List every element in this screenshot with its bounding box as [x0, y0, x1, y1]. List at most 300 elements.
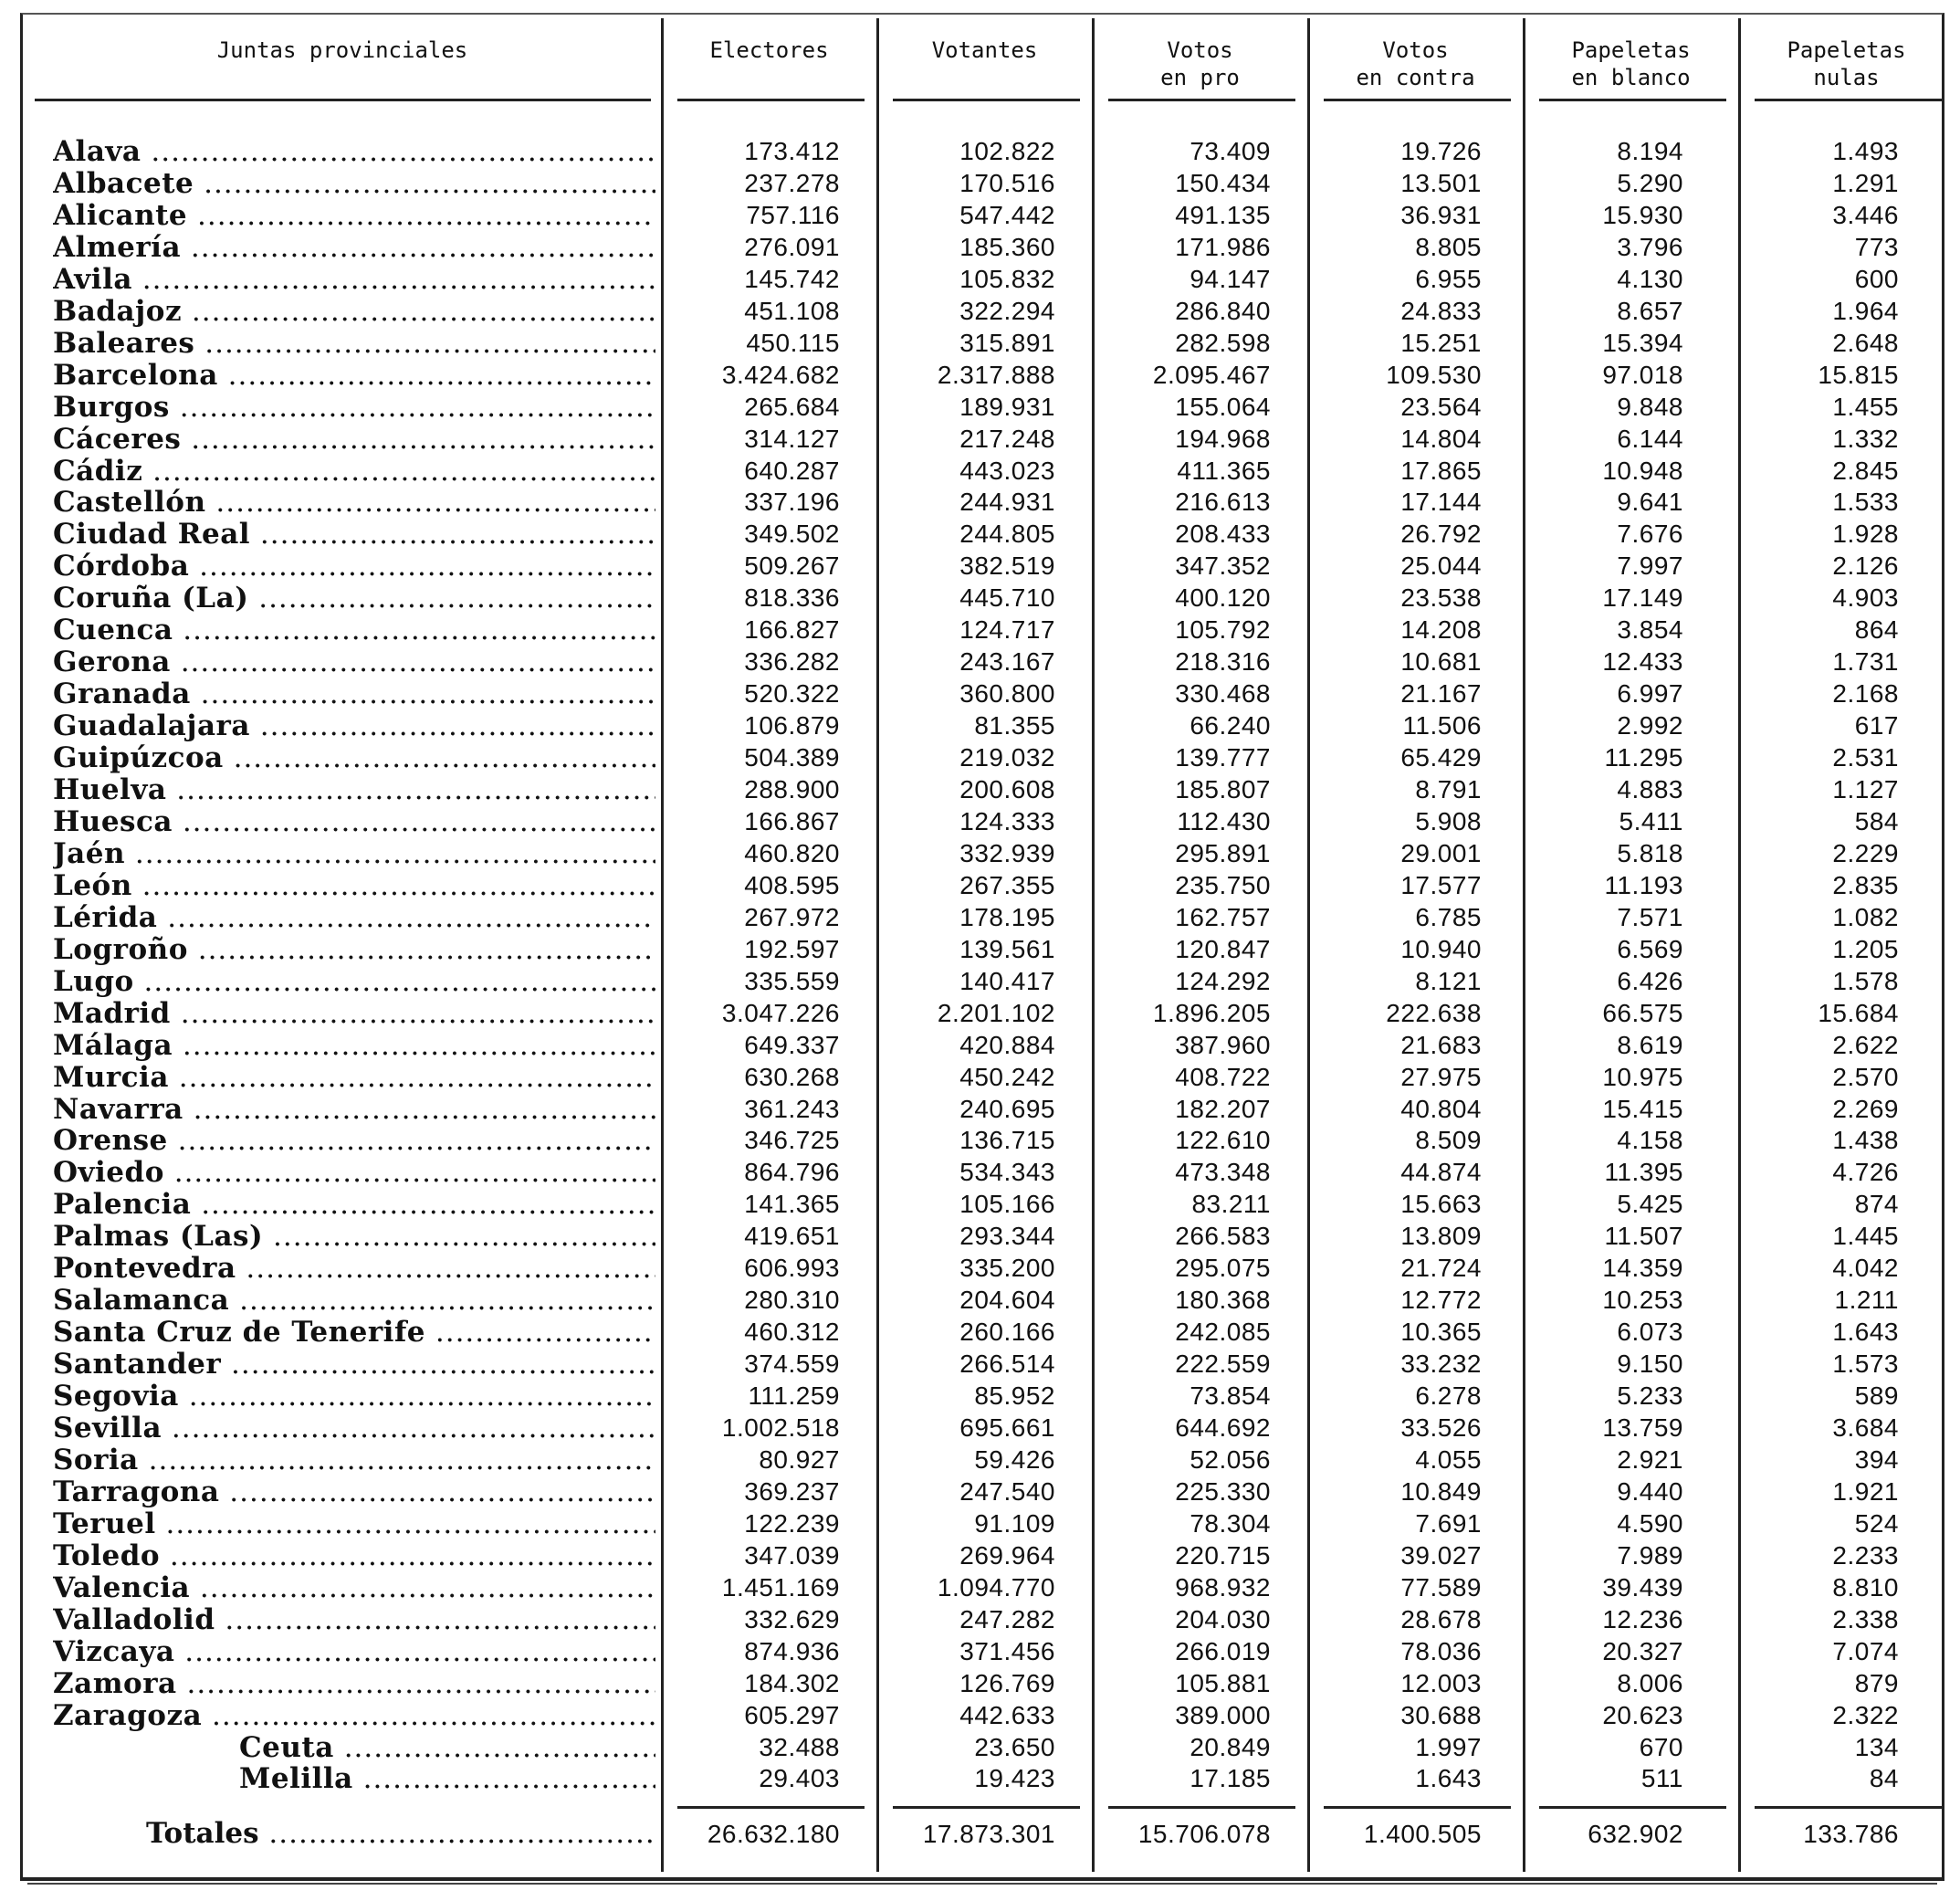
cell-electores: 408.595 [744, 870, 840, 899]
cell-votos-en-pro: 122.610 [1175, 1126, 1271, 1155]
cell-papeletas-en-blanco: 17.149 [1602, 583, 1683, 613]
row-province-name: Navarra ..... [53, 1093, 655, 1126]
cell-votos-en-pro: 216.613 [1175, 488, 1271, 517]
cell-votos-en-contra: 10.365 [1400, 1318, 1482, 1347]
cell-votos-en-contra: 33.232 [1400, 1350, 1482, 1379]
cell-papeletas-en-blanco: 11.193 [1604, 870, 1683, 899]
cell-votos-en-pro: 204.030 [1175, 1604, 1271, 1633]
cell-votantes: 1.094.770 [937, 1572, 1055, 1602]
cell-votos-en-contra: 44.874 [1400, 1158, 1482, 1187]
cell-votantes: 178.195 [959, 902, 1055, 931]
cell-votos-en-pro: 347.352 [1175, 551, 1271, 581]
cell-electores: 509.267 [744, 551, 840, 581]
cell-papeletas-nulas: 3.446 [1832, 200, 1899, 229]
cell-electores: 3.424.682 [721, 360, 840, 389]
cell-papeletas-en-blanco: 39.439 [1602, 1572, 1683, 1602]
cell-votos-en-pro: 73.854 [1190, 1381, 1271, 1411]
cell-electores: 450.115 [746, 328, 840, 357]
cell-electores: 346.725 [744, 1126, 840, 1155]
cell-votos-en-contra: 65.429 [1400, 743, 1482, 772]
row-province-name: Alava ..... [53, 135, 655, 168]
cell-votos-en-pro: 225.330 [1175, 1476, 1271, 1506]
cell-papeletas-nulas: 134 [1854, 1732, 1899, 1761]
cell-votantes: 335.200 [959, 1254, 1055, 1283]
cell-votantes: 126.769 [959, 1668, 1055, 1697]
cell-electores: 192.597 [744, 934, 840, 963]
cell-votos-en-pro: 139.777 [1175, 743, 1271, 772]
cell-votos-en-contra: 36.931 [1400, 200, 1482, 229]
cell-papeletas-nulas: 524 [1854, 1508, 1899, 1538]
cell-votantes: 247.540 [959, 1476, 1055, 1506]
cell-votantes: 204.604 [959, 1286, 1055, 1315]
cell-papeletas-nulas: 874 [1854, 1190, 1899, 1219]
row-province-name: Ciudad Real ..... [53, 518, 655, 551]
cell-papeletas-nulas: 773 [1854, 232, 1899, 261]
cell-votos-en-pro: 282.598 [1175, 328, 1271, 357]
cell-papeletas-nulas: 1.578 [1832, 966, 1899, 995]
cell-votos-en-contra: 8.509 [1415, 1126, 1482, 1155]
cell-papeletas-en-blanco: 4.883 [1617, 775, 1683, 803]
cell-votos-en-contra: 30.688 [1400, 1700, 1482, 1729]
row-province-name: Almería ..... [53, 231, 655, 264]
cell-votantes: 293.344 [959, 1222, 1055, 1251]
cell-papeletas-en-blanco: 2.921 [1617, 1444, 1683, 1474]
cell-papeletas-en-blanco: 12.433 [1602, 647, 1683, 677]
cell-papeletas-nulas: 4.726 [1832, 1158, 1899, 1187]
cell-electores: 173.412 [744, 137, 840, 165]
cell-electores: 451.108 [744, 296, 840, 325]
cell-votantes: 85.952 [974, 1381, 1055, 1411]
cell-votantes: 371.456 [959, 1636, 1055, 1665]
cell-papeletas-nulas: 1.211 [1834, 1286, 1899, 1315]
cell-votos-en-pro: 389.000 [1175, 1700, 1271, 1729]
cell-votos-en-contra: 27.975 [1400, 1062, 1482, 1091]
cell-papeletas-nulas: 2.338 [1832, 1604, 1899, 1633]
cell-votantes: 2.317.888 [937, 360, 1055, 389]
cell-papeletas-nulas: 1.921 [1832, 1476, 1899, 1506]
row-province-name: Málaga ..... [53, 1029, 655, 1062]
cell-electores: 818.336 [744, 583, 840, 613]
totals-rule [1755, 1806, 1942, 1809]
cell-votantes: 695.661 [959, 1413, 1055, 1442]
cell-votantes: 140.417 [959, 966, 1055, 995]
cell-papeletas-en-blanco: 12.236 [1602, 1604, 1683, 1633]
column-divider [876, 18, 879, 1872]
cell-votos-en-contra: 39.027 [1400, 1540, 1482, 1570]
cell-electores: 520.322 [744, 679, 840, 709]
row-province-name: Cádiz ..... [53, 455, 655, 488]
totals-rule [893, 1806, 1080, 1809]
cell-votantes: 266.514 [959, 1350, 1055, 1379]
cell-votantes: 450.242 [959, 1062, 1055, 1091]
header-electores: Electores [709, 37, 829, 63]
cell-votos-en-contra: 21.167 [1400, 679, 1482, 709]
cell-papeletas-nulas: 1.533 [1832, 488, 1899, 517]
cell-votos-en-pro: 155.064 [1175, 392, 1271, 421]
cell-votantes: 547.442 [959, 200, 1055, 229]
cell-votos-en-pro: 968.932 [1175, 1572, 1271, 1602]
row-province-name: Palmas (Las) ..... [53, 1220, 655, 1253]
cell-votantes: 136.715 [959, 1126, 1055, 1155]
cell-votos-en-pro: 20.849 [1190, 1732, 1271, 1761]
cell-votantes: 81.355 [974, 711, 1055, 740]
cell-votos-en-contra: 15.251 [1400, 328, 1482, 357]
cell-votos-en-pro: 208.433 [1175, 520, 1271, 549]
cell-votos-en-contra: 5.908 [1415, 806, 1482, 835]
cell-papeletas-en-blanco: 7.676 [1617, 520, 1683, 549]
cell-papeletas-nulas: 1.082 [1832, 902, 1899, 931]
row-province-name: Oviedo ..... [53, 1156, 655, 1189]
cell-papeletas-en-blanco: 8.657 [1617, 296, 1683, 325]
row-province-name: Guipúzcoa ..... [53, 741, 655, 774]
cell-papeletas-nulas: 2.622 [1832, 1030, 1899, 1059]
cell-votos-en-pro: 78.304 [1190, 1508, 1271, 1538]
cell-votos-en-contra: 33.526 [1400, 1413, 1482, 1442]
cell-votos-en-contra: 1.643 [1415, 1764, 1482, 1793]
cell-papeletas-en-blanco: 7.571 [1617, 902, 1683, 931]
cell-electores: 460.312 [744, 1318, 840, 1347]
cell-papeletas-nulas: 15.684 [1818, 998, 1899, 1027]
row-province-name: Badajoz ..... [53, 295, 655, 328]
totals-votantes: 17.873.301 [922, 1820, 1055, 1848]
cell-electores: 630.268 [744, 1062, 840, 1091]
cell-papeletas-nulas: 617 [1854, 711, 1899, 740]
cell-votantes: 2.201.102 [937, 998, 1055, 1027]
cell-papeletas-nulas: 2.531 [1832, 743, 1899, 772]
cell-votos-en-pro: 266.019 [1175, 1636, 1271, 1665]
cell-votos-en-pro: 222.559 [1175, 1350, 1271, 1379]
row-province-name: Jaén ..... [53, 837, 655, 870]
header-rule [1324, 99, 1511, 101]
totals-votos-en-pro: 15.706.078 [1137, 1820, 1271, 1848]
cell-papeletas-en-blanco: 10.975 [1602, 1062, 1683, 1091]
table-bottom-rule [27, 1883, 1937, 1885]
cell-papeletas-en-blanco: 20.623 [1602, 1700, 1683, 1729]
cell-votos-en-pro: 387.960 [1175, 1030, 1271, 1059]
cell-votantes: 240.695 [959, 1094, 1055, 1123]
cell-papeletas-nulas: 15.815 [1818, 360, 1899, 389]
cell-papeletas-nulas: 1.573 [1832, 1350, 1899, 1379]
cell-votantes: 185.360 [959, 232, 1055, 261]
cell-papeletas-nulas: 2.233 [1832, 1540, 1899, 1570]
cell-votantes: 124.333 [959, 806, 1055, 835]
cell-papeletas-nulas: 2.229 [1832, 838, 1899, 867]
cell-votos-en-pro: 491.135 [1175, 200, 1271, 229]
cell-votos-en-contra: 8.805 [1415, 232, 1482, 261]
cell-papeletas-en-blanco: 10.948 [1602, 456, 1683, 485]
cell-votos-en-contra: 40.804 [1400, 1094, 1482, 1123]
cell-votos-en-contra: 19.726 [1400, 137, 1482, 165]
cell-papeletas-en-blanco: 3.854 [1617, 615, 1683, 645]
row-province-name: Murcia ..... [53, 1061, 655, 1094]
row-province-name: Lugo ..... [53, 965, 655, 998]
cell-papeletas-nulas: 2.648 [1832, 328, 1899, 357]
row-province-name: Toledo ..... [53, 1539, 655, 1572]
row-province-name: Cuenca ..... [53, 614, 655, 646]
cell-votantes: 442.633 [959, 1700, 1055, 1729]
cell-papeletas-nulas: 4.042 [1832, 1254, 1899, 1283]
cell-votos-en-pro: 295.075 [1175, 1254, 1271, 1283]
cell-papeletas-en-blanco: 11.295 [1604, 743, 1683, 772]
row-province-name: Cáceres ..... [53, 423, 655, 456]
cell-votos-en-contra: 17.144 [1400, 488, 1482, 517]
cell-votos-en-pro: 330.468 [1175, 679, 1271, 709]
cell-votantes: 91.109 [974, 1508, 1055, 1538]
cell-votos-en-contra: 7.691 [1415, 1508, 1482, 1538]
row-province-name: Lérida ..... [53, 901, 655, 934]
column-divider [1738, 18, 1741, 1872]
cell-votantes: 189.931 [959, 392, 1055, 421]
cell-votos-en-pro: 194.968 [1175, 424, 1271, 453]
cell-votos-en-contra: 1.997 [1415, 1732, 1482, 1761]
cell-votos-en-pro: 473.348 [1175, 1158, 1271, 1187]
cell-votantes: 322.294 [959, 296, 1055, 325]
cell-electores: 141.365 [744, 1190, 840, 1219]
cell-votos-en-pro: 266.583 [1175, 1222, 1271, 1251]
row-province-name: Albacete ..... [53, 167, 655, 200]
cell-votos-en-contra: 26.792 [1400, 520, 1482, 549]
cell-votos-en-contra: 12.003 [1400, 1668, 1482, 1697]
cell-votos-en-pro: 242.085 [1175, 1318, 1271, 1347]
cell-electores: 337.196 [744, 488, 840, 517]
totals-rule [1108, 1806, 1295, 1809]
cell-electores: 314.127 [744, 424, 840, 453]
cell-papeletas-nulas: 394 [1854, 1444, 1899, 1474]
cell-votantes: 360.800 [959, 679, 1055, 709]
cell-papeletas-nulas: 2.845 [1832, 456, 1899, 485]
cell-votos-en-pro: 52.056 [1190, 1444, 1271, 1474]
cell-papeletas-nulas: 1.445 [1832, 1222, 1899, 1251]
cell-papeletas-en-blanco: 97.018 [1602, 360, 1683, 389]
cell-votos-en-contra: 6.785 [1415, 902, 1482, 931]
cell-electores: 29.403 [759, 1764, 840, 1793]
cell-votos-en-pro: 120.847 [1175, 934, 1271, 963]
cell-electores: 606.993 [744, 1254, 840, 1283]
header-rule [1108, 99, 1295, 101]
cell-votos-en-pro: 182.207 [1175, 1094, 1271, 1123]
cell-votos-en-contra: 10.940 [1400, 934, 1482, 963]
cell-votos-en-pro: 105.792 [1175, 615, 1271, 645]
cell-papeletas-en-blanco: 9.848 [1617, 392, 1683, 421]
cell-papeletas-en-blanco: 15.394 [1602, 328, 1683, 357]
cell-votos-en-contra: 21.724 [1400, 1254, 1482, 1283]
cell-votos-en-pro: 408.722 [1175, 1062, 1271, 1091]
cell-electores: 347.039 [744, 1540, 840, 1570]
column-divider [1523, 18, 1525, 1872]
cell-votantes: 139.561 [959, 934, 1055, 963]
cell-votos-en-contra: 8.791 [1415, 775, 1482, 803]
cell-papeletas-nulas: 2.835 [1832, 870, 1899, 899]
cell-electores: 757.116 [746, 200, 840, 229]
cell-votos-en-pro: 73.409 [1190, 137, 1271, 165]
cell-votantes: 382.519 [959, 551, 1055, 581]
column-divider [661, 18, 664, 1872]
cell-votos-en-pro: 644.692 [1175, 1413, 1271, 1442]
cell-votantes: 534.343 [959, 1158, 1055, 1187]
cell-electores: 864.796 [744, 1158, 840, 1187]
cell-votos-en-contra: 222.638 [1386, 998, 1482, 1027]
cell-papeletas-en-blanco: 5.411 [1619, 806, 1683, 835]
cell-votos-en-pro: 185.807 [1175, 775, 1271, 803]
cell-papeletas-en-blanco: 6.073 [1617, 1318, 1683, 1347]
cell-votantes: 219.032 [959, 743, 1055, 772]
cell-votantes: 420.884 [959, 1030, 1055, 1059]
cell-papeletas-en-blanco: 10.253 [1602, 1286, 1683, 1315]
cell-papeletas-en-blanco: 5.233 [1617, 1381, 1683, 1411]
cell-electores: 288.900 [744, 775, 840, 803]
row-province-name: Vizcaya ..... [53, 1635, 655, 1668]
header-votos-en-pro: Votos en pro [1160, 37, 1240, 90]
cell-votos-en-contra: 29.001 [1400, 838, 1482, 867]
cell-papeletas-en-blanco: 4.130 [1617, 264, 1683, 293]
cell-votos-en-contra: 28.678 [1400, 1604, 1482, 1633]
row-province-name: Palencia ..... [53, 1188, 655, 1221]
cell-papeletas-nulas: 4.903 [1832, 583, 1899, 613]
row-province-name: Santander ..... [53, 1348, 655, 1381]
cell-votos-en-contra: 25.044 [1400, 551, 1482, 581]
row-province-name: Castellón ..... [53, 486, 655, 519]
cell-papeletas-en-blanco: 6.569 [1617, 934, 1683, 963]
row-province-name: Huelva ..... [53, 773, 655, 806]
cell-papeletas-en-blanco: 9.150 [1617, 1350, 1683, 1379]
row-province-name: Barcelona ..... [53, 359, 655, 392]
cell-votantes: 102.822 [959, 137, 1055, 165]
cell-electores: 80.927 [759, 1444, 840, 1474]
row-province-name: Valladolid ..... [53, 1603, 655, 1636]
cell-papeletas-nulas: 2.269 [1832, 1094, 1899, 1123]
header-papeletas-en-blanco: Papeletas en blanco [1571, 37, 1691, 90]
cell-papeletas-nulas: 1.438 [1832, 1126, 1899, 1155]
totals-rule [677, 1806, 865, 1809]
cell-papeletas-nulas: 1.928 [1832, 520, 1899, 549]
cell-papeletas-en-blanco: 15.415 [1602, 1094, 1683, 1123]
cell-votos-en-pro: 112.430 [1177, 806, 1271, 835]
cell-votantes: 443.023 [959, 456, 1055, 485]
cell-votantes: 244.931 [959, 488, 1055, 517]
row-province-name: Avila ..... [53, 263, 655, 296]
cell-votos-en-contra: 78.036 [1400, 1636, 1482, 1665]
cell-votos-en-contra: 15.663 [1400, 1190, 1482, 1219]
cell-electores: 265.684 [744, 392, 840, 421]
cell-papeletas-en-blanco: 13.759 [1602, 1413, 1683, 1442]
cell-votantes: 105.166 [959, 1190, 1055, 1219]
cell-votantes: 315.891 [959, 328, 1055, 357]
cell-votos-en-pro: 2.095.467 [1152, 360, 1271, 389]
cell-votantes: 267.355 [959, 870, 1055, 899]
cell-papeletas-nulas: 2.570 [1832, 1062, 1899, 1091]
cell-votos-en-pro: 171.986 [1175, 232, 1271, 261]
cell-electores: 145.742 [744, 264, 840, 293]
cell-papeletas-nulas: 1.127 [1832, 775, 1899, 803]
totals-rule [1324, 1806, 1511, 1809]
cell-papeletas-nulas: 1.205 [1832, 934, 1899, 963]
totals-votos-en-contra: 1.400.505 [1363, 1820, 1482, 1848]
totals-label: Totales ..... [146, 1817, 653, 1850]
cell-papeletas-en-blanco: 20.327 [1602, 1636, 1683, 1665]
cell-votos-en-pro: 218.316 [1175, 647, 1271, 677]
cell-papeletas-en-blanco: 15.930 [1602, 200, 1683, 229]
cell-votantes: 105.832 [959, 264, 1055, 293]
row-province-name: Córdoba ..... [53, 550, 655, 583]
cell-papeletas-nulas: 584 [1854, 806, 1899, 835]
cell-electores: 111.259 [748, 1381, 840, 1411]
cell-papeletas-en-blanco: 5.290 [1617, 168, 1683, 197]
cell-electores: 332.629 [744, 1604, 840, 1633]
cell-votos-en-pro: 150.434 [1175, 168, 1271, 197]
cell-votos-en-contra: 17.577 [1400, 870, 1482, 899]
cell-papeletas-en-blanco: 2.992 [1617, 711, 1683, 740]
row-province-name: Melilla ..... [239, 1762, 655, 1795]
cell-papeletas-en-blanco: 511 [1640, 1764, 1683, 1793]
cell-votantes: 260.166 [959, 1318, 1055, 1347]
totals-electores: 26.632.180 [707, 1820, 840, 1848]
cell-votantes: 170.516 [959, 168, 1055, 197]
cell-papeletas-en-blanco: 7.989 [1617, 1540, 1683, 1570]
cell-votos-en-contra: 10.849 [1400, 1476, 1482, 1506]
cell-electores: 504.389 [744, 743, 840, 772]
cell-votantes: 243.167 [959, 647, 1055, 677]
column-divider [1092, 18, 1095, 1872]
row-province-name: Tarragona ..... [53, 1476, 655, 1508]
cell-votos-en-contra: 6.278 [1415, 1381, 1482, 1411]
cell-votantes: 445.710 [959, 583, 1055, 613]
cell-votos-en-contra: 21.683 [1400, 1030, 1482, 1059]
cell-papeletas-en-blanco: 8.006 [1617, 1668, 1683, 1697]
row-province-name: Sevilla ..... [53, 1412, 655, 1444]
cell-papeletas-nulas: 1.643 [1832, 1318, 1899, 1347]
cell-votos-en-contra: 77.589 [1400, 1572, 1482, 1602]
cell-papeletas-en-blanco: 6.144 [1617, 424, 1683, 453]
cell-papeletas-nulas: 8.810 [1832, 1572, 1899, 1602]
totals-papeletas-en-blanco: 632.902 [1588, 1820, 1683, 1848]
header-rule [1539, 99, 1726, 101]
cell-papeletas-en-blanco: 66.575 [1602, 998, 1683, 1027]
header-votos-en-contra: Votos en contra [1356, 37, 1475, 90]
cell-votos-en-pro: 124.292 [1175, 966, 1271, 995]
cell-papeletas-nulas: 2.126 [1832, 551, 1899, 581]
cell-electores: 649.337 [744, 1030, 840, 1059]
cell-papeletas-nulas: 864 [1854, 615, 1899, 645]
cell-papeletas-en-blanco: 14.359 [1602, 1254, 1683, 1283]
cell-electores: 874.936 [744, 1636, 840, 1665]
cell-votantes: 247.282 [959, 1604, 1055, 1633]
row-province-name: Zaragoza ..... [53, 1699, 655, 1732]
cell-votos-en-contra: 11.506 [1402, 711, 1482, 740]
cell-votos-en-contra: 14.804 [1400, 424, 1482, 453]
cell-papeletas-nulas: 1.455 [1832, 392, 1899, 421]
cell-votantes: 59.426 [974, 1444, 1055, 1474]
cell-electores: 349.502 [744, 520, 840, 549]
row-province-name: Zamora ..... [53, 1667, 655, 1700]
cell-electores: 640.287 [744, 456, 840, 485]
cell-papeletas-en-blanco: 5.425 [1617, 1190, 1683, 1219]
cell-electores: 166.827 [744, 615, 840, 645]
cell-votos-en-pro: 400.120 [1175, 583, 1271, 613]
cell-votos-en-contra: 4.055 [1415, 1444, 1482, 1474]
cell-electores: 267.972 [744, 902, 840, 931]
row-province-name: Logroño ..... [53, 933, 655, 966]
row-province-name: Burgos ..... [53, 391, 655, 424]
cell-electores: 106.879 [744, 711, 840, 740]
row-province-name: Coruña (La) ..... [53, 582, 655, 614]
cell-electores: 369.237 [744, 1476, 840, 1506]
cell-votos-en-pro: 1.896.205 [1152, 998, 1271, 1027]
cell-votos-en-pro: 411.365 [1177, 456, 1271, 485]
row-province-name: Teruel ..... [53, 1507, 655, 1540]
cell-votos-en-contra: 109.530 [1386, 360, 1482, 389]
cell-papeletas-en-blanco: 9.440 [1617, 1476, 1683, 1506]
cell-electores: 1.002.518 [721, 1413, 840, 1442]
